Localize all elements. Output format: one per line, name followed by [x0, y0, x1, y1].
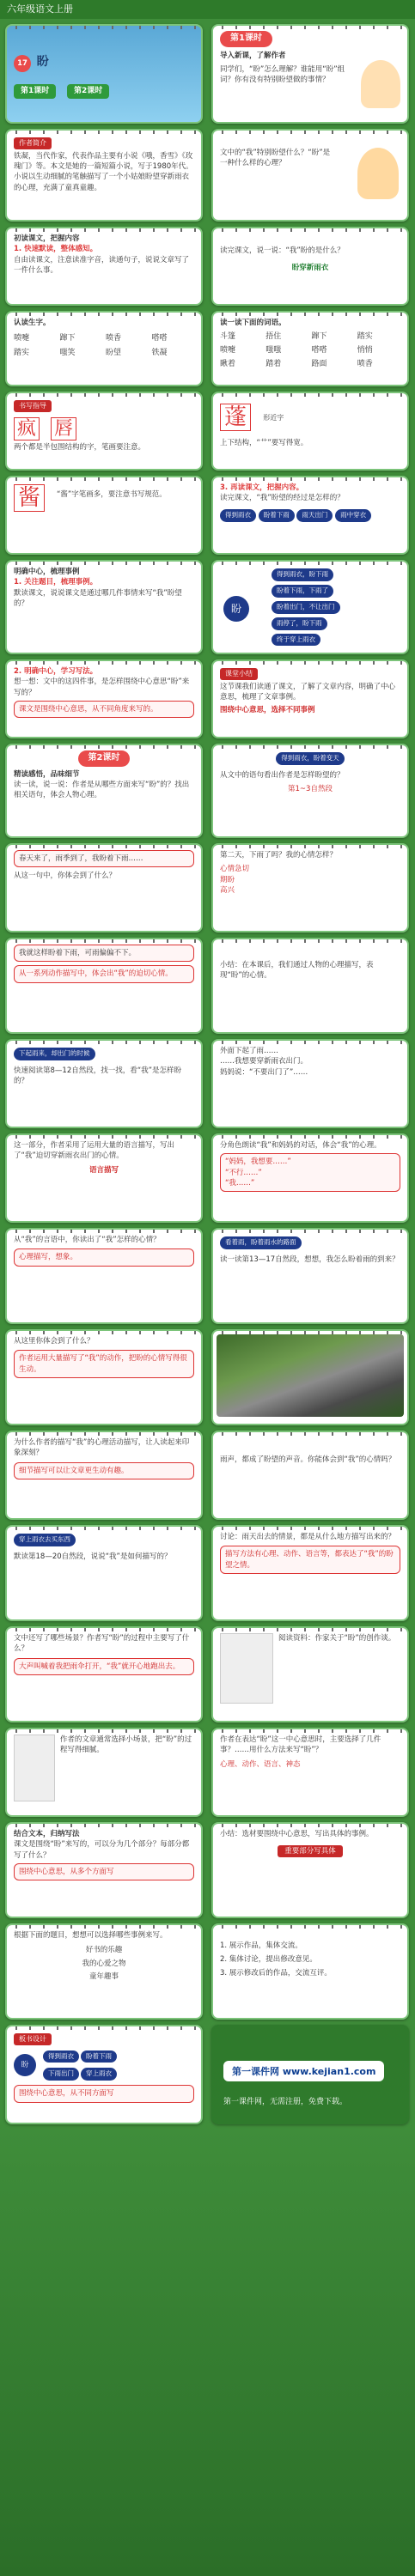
style-text: 作者的文章通常选择小场景，把“盼”的过程写得细腻。 [59, 1735, 192, 1755]
slide-writing-guide [5, 392, 203, 471]
word-item: 嗒嗒 [151, 334, 168, 343]
flow-node: 雨天出门 [296, 509, 333, 522]
mindmap-node: 雨停了，盼下雨 [272, 617, 327, 630]
word-item: 嗤笑 [59, 349, 76, 358]
detail-answer: 细节描写可以让文章更生动有趣。 [14, 1462, 194, 1479]
slide-subsummary [211, 938, 409, 1034]
word-item: 悄悄 [357, 346, 373, 355]
tag-author: 作者简介 [14, 137, 52, 149]
share-item: 3. 展示修改后的作品，交流互评。 [220, 1969, 332, 1978]
slide-read-words [211, 311, 409, 386]
slide-new-chars [5, 311, 203, 386]
slide-going-out [5, 1039, 203, 1128]
methods-text: 作者在表达“盼”这一中心意思时，主要选择了几件事？……用什么方法来写“盼”？ [220, 1735, 381, 1755]
slide-material [211, 1626, 409, 1722]
slide-scenes [5, 1626, 203, 1722]
role-item: “妈妈，我想要……” [225, 1157, 291, 1167]
word-item: 蹿下 [59, 334, 76, 343]
board-node: 得到雨衣 [43, 2050, 79, 2063]
board-node: 穿上雨衣 [81, 2068, 117, 2081]
going-out-node: 下起雨来，却出门的时候 [14, 1048, 95, 1060]
lesson-tab-1[interactable]: 第1课时 [14, 84, 56, 99]
mood-item: 高兴 [220, 885, 235, 895]
reread-heading: 3. 再读课文，把握内容。 [220, 483, 304, 492]
board-summary: 围绕中心意思，从不同方面写 [14, 2085, 194, 2102]
summary2-text: 小结：选材要围绕中心意思，写出具体的事例。 [220, 1830, 374, 1838]
word-item: 盼望 [106, 349, 122, 358]
board-center: 盼 [14, 2054, 36, 2076]
center-heading: 明确中心，梳理事例 [14, 568, 80, 576]
child-illustration [361, 60, 400, 108]
slide-char-peng [211, 392, 409, 471]
char-peng-text: 上下结构，“艹”要写得宽。 [220, 438, 308, 447]
slide-intro [211, 24, 409, 124]
read-words-heading: 读一读下面的词语。 [220, 319, 286, 327]
slide-topics [5, 1923, 203, 2020]
raincoat-question: 读完课文，说一说：“我”盼的是什么？ [220, 246, 345, 255]
mood-item: 心情急切 [220, 865, 250, 874]
slide-conclude [5, 1822, 203, 1918]
center-text: 默读课文，说说课文是通过哪几件事情来写“我”盼望的？ [14, 588, 182, 608]
intro-heading: 导入新课，了解作者 [220, 51, 286, 60]
center-task: 1. 关注题目，梳理事例。 [14, 578, 98, 587]
slide-action-desc [5, 938, 203, 1034]
word-item: 喷香 [357, 360, 373, 369]
word-item: 喷嚏 [14, 334, 30, 343]
word-item: 蹿下 [311, 332, 327, 342]
summary-note: 围绕中心意思，选择不同事例 [220, 706, 315, 715]
rain-sound-text: 雨声，都成了盼望的声音。你能体会到“我”的心情吗？ [220, 1455, 396, 1464]
word-item: 踏实 [14, 349, 30, 358]
word-item: 踏实 [357, 332, 373, 342]
buy-text: 默读第18—20自然段，说说“我”是如何描写的？ [14, 1552, 172, 1561]
mindmap-node: 盼着下雨，下雨了 [272, 585, 333, 598]
char-jiang: 酱 [14, 484, 45, 512]
slide-language [5, 1133, 203, 1223]
author-text: 铁凝，当代作家，代表作品主要有小说《哦，香雪》《玫瑰门》等。本文是她的一篇短篇小说，写于1980年代。小说以生动细腻的笔触描写了一个小姑娘盼望穿新雨衣的心理，充满了童真童趣。 [14, 151, 193, 192]
slide-mood [211, 843, 409, 933]
summary-text: 这节课我们读通了课文，了解了文章内容，明确了中心意思，梳理了文章事例。 [220, 682, 396, 702]
buy-node: 穿上雨衣去买东西 [14, 1534, 76, 1546]
question-text: 文中的“我”特别盼望什么？“盼”是一种什么样的心理？ [220, 149, 331, 168]
speech-answer: 心理描写，想象。 [14, 1249, 194, 1266]
going-out-text: 快速阅读第8—12自然段，找一找，看“我”是怎样盼的？ [14, 1066, 182, 1086]
flow-node: 得到雨衣 [220, 509, 256, 522]
word-item: 铁凝 [151, 349, 168, 358]
slide-speech [5, 1228, 203, 1324]
flow-node: 雨中穿衣 [335, 509, 371, 522]
writing-guide-text: 两个都是半包围结构的字，笔画要注意。 [14, 443, 146, 453]
detail-text: 为什么作者的描写“我”的心理活动描写，让人读起来印象深刻？ [14, 1438, 190, 1458]
slide-rain-sound [211, 1431, 409, 1520]
site-logo[interactable]: 第一课件网 www.kejian1.com [223, 2061, 384, 2081]
lesson-number: 17 [14, 55, 31, 72]
slide-char-jiang [5, 476, 203, 555]
badge-lesson-2: 第2课时 [78, 750, 131, 767]
tag-board: 板书设计 [14, 2033, 52, 2045]
subsummary-text: 小结：在本课后，我们通过人物的心理描写，表现“盼”的心情。 [220, 961, 374, 981]
action-text: 我就这样盼着下雨，可雨偏偏不下。 [14, 945, 194, 962]
role-item: “不行……” [225, 1168, 262, 1177]
slide-lesson2 [5, 744, 203, 838]
style-page-image [14, 1735, 55, 1801]
slide-board [5, 2025, 203, 2124]
material-text: 阅读资料：作家关于“盼”的创作谈。 [278, 1634, 396, 1643]
role-text: 分角色朗读“我”和妈妈的对话，体会“我”的心理。 [220, 1141, 381, 1150]
slide-author [5, 129, 203, 222]
slide-discuss [211, 1525, 409, 1621]
word-item: 斗篷 [220, 332, 236, 342]
share-item: 2. 集体讨论，提出修改意见。 [220, 1955, 317, 1965]
slide-answer-raincoat [211, 227, 409, 306]
method-answer: 课文是围绕中心意思，从不同角度来写的。 [14, 701, 194, 718]
slide-summary-2 [211, 1822, 409, 1918]
tag-writing: 书写指导 [14, 400, 52, 412]
mindmap-node: 得到雨衣，盼下雨 [272, 568, 333, 581]
watch-rain-node: 看着雨，盼着雨水的路面 [220, 1236, 302, 1249]
slide-quotes [211, 1039, 409, 1128]
slide-question [211, 129, 409, 222]
topic-item: 童年趣事 [88, 1971, 119, 1981]
background-foliage [0, 2129, 415, 2576]
lesson2-heading: 精读感悟，品味细节 [14, 769, 80, 779]
flow-node: 盼着下雨 [259, 509, 295, 522]
intro-text: 同学们，“盼”怎么理解？谁能用“盼”组词？你有没有特别盼望做的事情？ [220, 64, 345, 85]
slide-share [211, 1923, 409, 2020]
word-item: 捂住 [265, 332, 282, 342]
quote-item: 妈妈说：“不要出门了”…… [220, 1067, 308, 1077]
rain-text: 从文中的语句看出作者是怎样盼望的？ [220, 770, 345, 780]
lesson-tab-2[interactable]: 第2课时 [67, 84, 109, 99]
slide-first-read [5, 227, 203, 306]
new-chars-heading: 认读生字。 [14, 319, 51, 327]
mood-item: 期盼 [220, 875, 235, 884]
conclude-answer: 围绕中心意思，从多个方面写 [14, 1863, 194, 1880]
board-node: 下雨出门 [43, 2068, 79, 2081]
char-box-2: 唇 [51, 417, 76, 440]
rain-answer: 第1~3自然段 [288, 785, 333, 794]
scenes-text: 文中还写了哪些场景？作者写“盼”的过程中主要写了什么？ [14, 1634, 190, 1654]
first-read-heading: 初读课文，把握内容 [14, 234, 80, 243]
mindmap-node: 终于穿上雨衣 [272, 634, 320, 647]
slide-action-feel [5, 1329, 203, 1425]
slide-center [5, 560, 203, 654]
action-feel-text: 从这里你体会到了什么？ [14, 1337, 95, 1346]
methods-answer: 心理、动作、语言、神态 [220, 1759, 301, 1769]
slide-watch-rain [211, 1228, 409, 1324]
slide-writing-method [5, 659, 203, 738]
header-title: 六年级语文上册 [7, 3, 73, 15]
slide-style [5, 1728, 203, 1817]
rain-node: 得到雨衣，盼着变天 [276, 752, 345, 765]
action-feel-answer: 作者运用大量描写了“我”的动作，把盼的心情写得很生动。 [14, 1350, 194, 1378]
char-peng: 蓬 [220, 404, 251, 431]
site-caption: 第一课件网，无需注册，免费下载。 [223, 2098, 348, 2106]
lesson2-text: 读一读，说一说：作者是从哪些方面来写“盼”的？找出相关语句，体会人物心理。 [14, 780, 190, 800]
tag-summary: 课堂小结 [220, 668, 258, 680]
material-page-image [220, 1633, 273, 1704]
discuss-answer: 描写方法有心理、动作、语言等，都表达了“我”的盼望之情。 [220, 1546, 400, 1574]
board-node: 盼着下雨 [81, 2050, 117, 2063]
word-item: 瞅着 [220, 360, 236, 369]
slide-detail [5, 1431, 203, 1520]
conclude-text: 课文是围绕“盼”来写的，可以分为几个部分？每部分都写了什么？ [14, 1840, 190, 1860]
slide-methods [211, 1728, 409, 1817]
slide-role-read [211, 1133, 409, 1223]
method-text: 想一想：文中的这四件事，是怎样围绕中心意思“盼”来写的？ [14, 677, 190, 697]
badge-lesson-1: 第1课时 [220, 31, 272, 47]
watch-rain-text: 读一读第13—17自然段，想想，我怎么盼着雨的到来？ [220, 1255, 400, 1264]
lesson-name: 盼 [36, 55, 49, 69]
word-item: 路面 [311, 360, 327, 369]
slide-title [5, 24, 203, 124]
language-text: 这一部分，作者采用了运用大量的语言描写，写出了“我”迫切穿新雨衣出门的心情。 [14, 1141, 175, 1161]
word-item: 嗤嗤 [265, 346, 282, 355]
spring-prompt: 从这一句中，你体会到了什么？ [14, 872, 117, 881]
slide-buy [5, 1525, 203, 1621]
reread-text: 读完课文，“我”盼望的经过是怎样的？ [220, 494, 345, 503]
slide-reread [211, 476, 409, 555]
header-strip [0, 0, 415, 19]
action-answer: 从一系列动作描写中，体会出“我”的迫切心情。 [14, 965, 194, 982]
char-peng-label: 形近字 [263, 413, 284, 422]
raincoat-answer: 盼穿新雨衣 [291, 264, 329, 273]
role-item: “我……” [225, 1178, 255, 1188]
girl-illustration [357, 148, 399, 199]
word-item: 踏着 [265, 360, 282, 369]
word-item: 喷嚏 [220, 346, 236, 355]
slide-photo [211, 1329, 409, 1425]
first-read-text: 自由读课文，注意读准字音，读通句子，说说文章写了一件什么事。 [14, 255, 190, 275]
slide-summary-1 [211, 659, 409, 738]
mood-text: 第二天，下雨了吗？我的心情怎样？ [220, 851, 338, 860]
summary2-note: 重要部分写具体 [278, 1845, 343, 1857]
char-box-1: 疯 [14, 417, 40, 440]
slide-spring-rain [5, 843, 203, 933]
share-item: 1. 展示作品，集体交流。 [220, 1941, 302, 1950]
quote-item: 外面下起了雨…… [220, 1047, 279, 1055]
discuss-text: 讨论：雨天出去的情景，都是从什么地方描写出来的？ [220, 1533, 396, 1541]
slide-rain-expect [211, 744, 409, 838]
char-jiang-text: “酱”字笔画多，要注意书写规范。 [57, 490, 167, 499]
conclude-heading: 结合文本，归纳写法 [14, 1830, 80, 1838]
mindmap-center: 盼 [223, 596, 249, 622]
quote-item: ……我想要穿新雨衣出门。 [220, 1057, 308, 1066]
scenes-answer: 大声叫喊着我把雨伞打开，“我”就开心地跑出去。 [14, 1658, 194, 1675]
first-read-task: 1. 快速默读，整体感知。 [14, 245, 98, 254]
slide-mindmap [211, 560, 409, 654]
method-task: 2. 明确中心，学习写法。 [14, 667, 98, 676]
language-answer: 语言描写 [88, 1165, 119, 1175]
topic-item: 好书的乐趣 [85, 1946, 123, 1955]
mindmap-node: 盼着出门，不让出门 [272, 601, 340, 614]
rainy-road-photo [217, 1334, 404, 1417]
speech-text: 从“我”的言语中，你读出了“我”怎样的心情？ [14, 1236, 161, 1244]
word-item: 嗒嗒 [311, 346, 327, 355]
spring-text: 春天来了，雨季到了，我盼着下雨…… [14, 850, 194, 867]
word-item: 喷香 [106, 334, 122, 343]
topic-item: 我的心爱之物 [82, 1959, 126, 1968]
slide-logo [211, 2025, 409, 2124]
topics-text: 根据下面的题目，想想可以选择哪些事例来写。 [14, 1931, 168, 1940]
